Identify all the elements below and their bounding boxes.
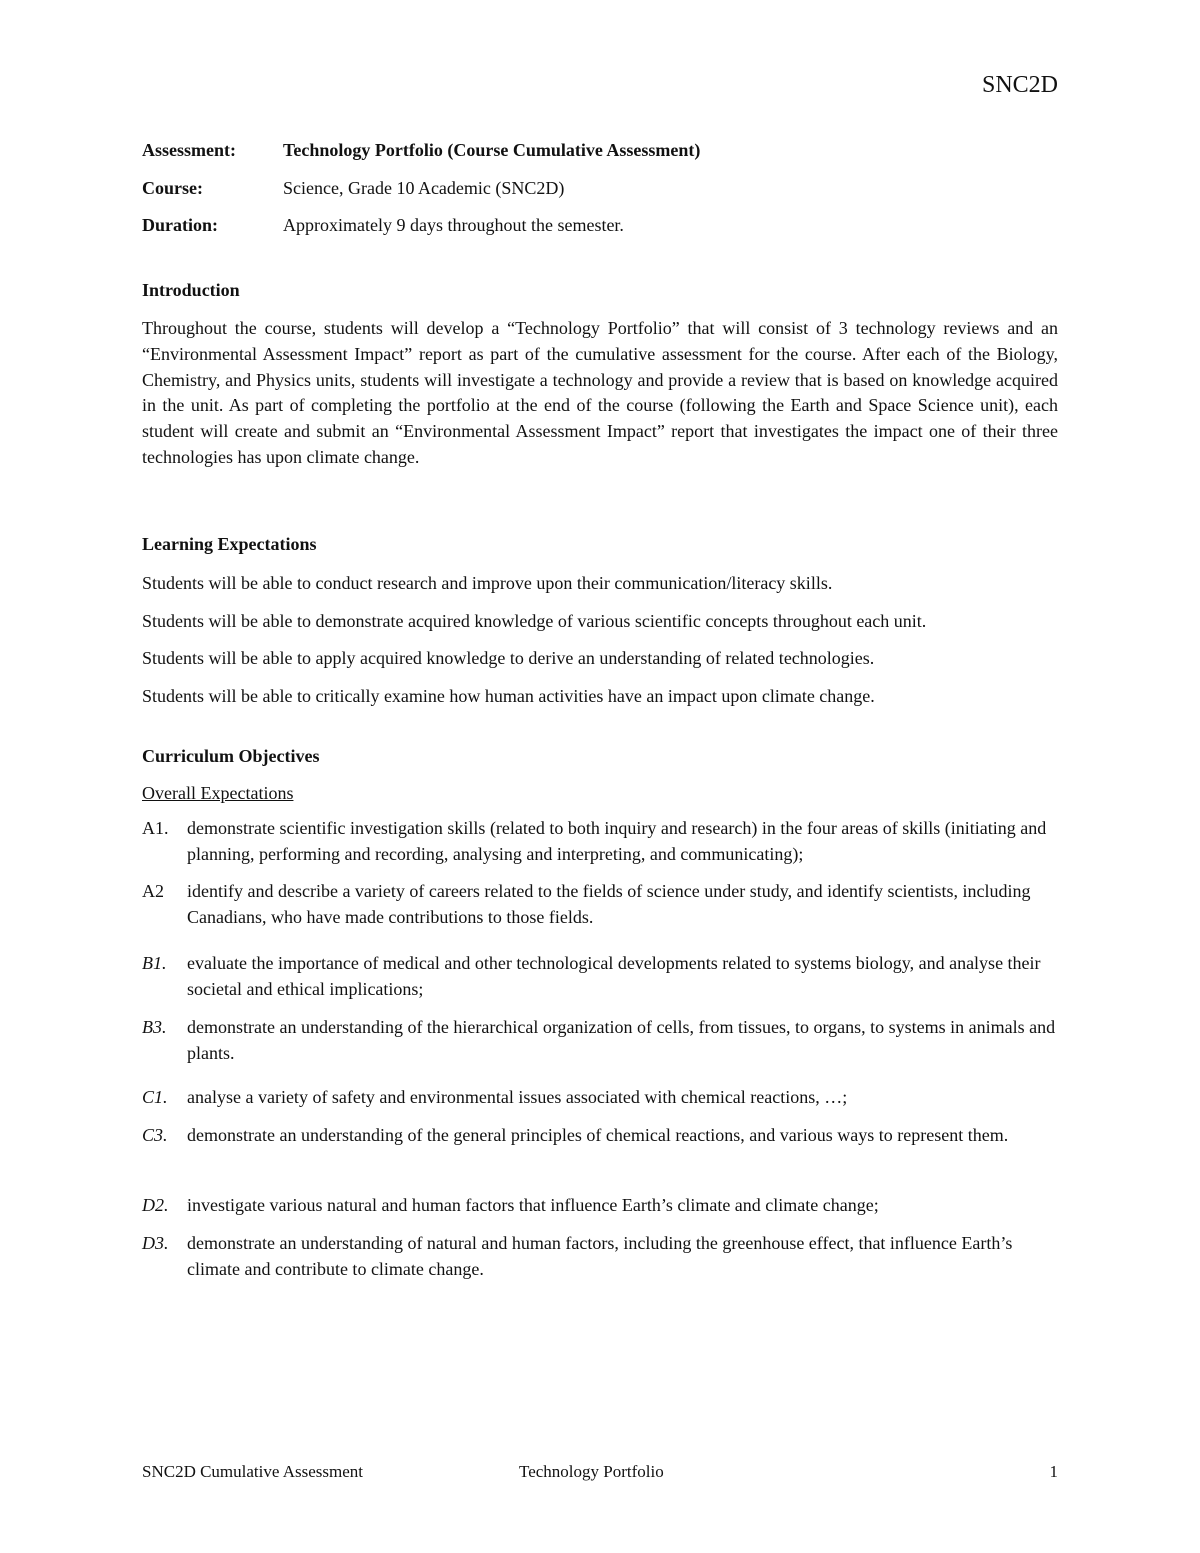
course-value: Science, Grade 10 Academic (SNC2D) (283, 177, 565, 198)
objective-item (142, 1230, 1058, 1282)
objective-code: C1. (142, 1087, 168, 1107)
page-footer (142, 1462, 1058, 1486)
objective-item (142, 1084, 1058, 1110)
objective-code: D2. (142, 1195, 169, 1215)
objective-text: identify and describe a variety of careers related to the fields of science under study, and identify scientists, including Canadians, who have made contributions to those fields. (187, 881, 1031, 927)
objective-text: evaluate the importance of medical and other technological developments related to systems biology, and analyse their societal and ethical implications; (187, 953, 1041, 999)
learning-expectation-item: Students will be able to critically examine how human activities have an impact upon climate change. (142, 685, 875, 706)
learning-expectations-heading: Learning Expectations (142, 534, 317, 554)
footer-page-number: 1 (1049, 1462, 1058, 1481)
objective-code: B1. (142, 953, 167, 973)
objective-code: A2 (142, 881, 164, 901)
meta-assessment-row (142, 140, 1058, 178)
header-course-code: SNC2D (981, 72, 1058, 98)
objective-text: demonstrate scientific investigation skills (related to both inquiry and research) in the four areas of skills (initiating and planning, performing and recording, analysing and interpreting, and communicating); (187, 818, 1047, 864)
course-label: Course: (142, 177, 203, 198)
assessment-value: Technology Portfolio (Course Cumulative Assessment) (283, 140, 701, 160)
objective-item (142, 878, 1058, 930)
introduction-heading: Introduction (142, 280, 240, 300)
objective-code: A1. (142, 818, 169, 838)
learning-expectation-item: Students will be able to apply acquired knowledge to derive an understanding of related technologies. (142, 648, 875, 668)
objective-text: analyse a variety of safety and environmental issues associated with chemical reactions, …; (187, 1087, 848, 1107)
objective-text: demonstrate an understanding of the general principles of chemical reactions, and various ways to represent them. (187, 1125, 1009, 1145)
objective-item (142, 1192, 1058, 1218)
objective-code: B3. (142, 1017, 167, 1037)
duration-label: Duration: (142, 215, 218, 235)
objective-item (142, 1014, 1058, 1066)
curriculum-objectives-heading: Curriculum Objectives (142, 746, 320, 766)
meta-duration-row (142, 215, 1058, 253)
objective-item (142, 950, 1058, 1002)
footer-left-text: SNC2D Cumulative Assessment (142, 1462, 364, 1481)
objective-text: demonstrate an understanding of natural and human factors, including the greenhouse effect, that influence Earth’s climate and contribute to climate change. (187, 1233, 1013, 1279)
objective-item (142, 815, 1058, 867)
learning-expectation-item: Students will be able to conduct research and improve upon their communication/literacy skills. (142, 573, 833, 593)
objective-text: demonstrate an understanding of the hierarchical organization of cells, from tissues, to organs, to systems in animals and plants. (187, 1017, 1056, 1063)
objective-text: investigate various natural and human factors that influence Earth’s climate and climate change; (187, 1195, 879, 1215)
learning-expectations-list (142, 572, 1072, 722)
assessment-label: Assessment: (142, 140, 236, 160)
learning-expectation-item: Students will be able to demonstrate acquired knowledge of various scientific concepts throughout each unit. (142, 610, 927, 631)
assessment-meta (142, 140, 1058, 253)
objective-code: D3. (142, 1233, 169, 1253)
objective-code: C3. (142, 1125, 168, 1145)
footer-center-text: Technology Portfolio (519, 1462, 664, 1481)
meta-course-row (142, 178, 1058, 216)
introduction-paragraph: Throughout the course, students will develop a “Technology Portfolio” that will consist of 3 technology reviews and an “Environmental Assessment Impact” report as part of the cumulative assessment for the course. After each of the Biology, Chemistry, and Physics units, students will investigate a technology and provide a review that is based on knowledge acquired in the unit. As part of completing the portfolio at the end of the course (following the Earth and Space Science unit), each student will create and submit an “Environmental Assessment Impact” report that investigates the impact one of their three technologies has upon climate change. (142, 318, 1058, 467)
objective-item (142, 1122, 1058, 1148)
duration-value: Approximately 9 days throughout the semester. (283, 215, 624, 235)
overall-expectations-subheading: Overall Expectations (142, 783, 294, 803)
